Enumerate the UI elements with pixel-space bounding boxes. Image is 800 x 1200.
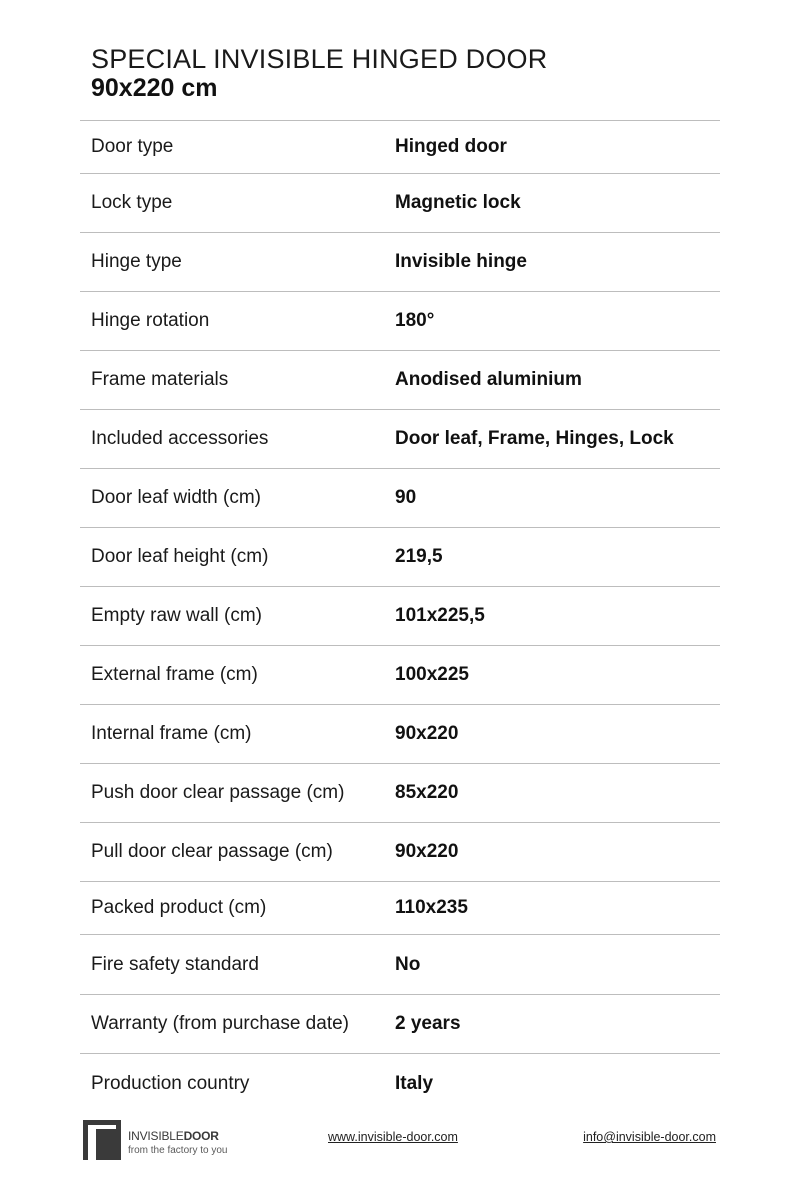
spec-label: Internal frame (cm) [91, 723, 252, 744]
spec-label: Packed product (cm) [91, 897, 267, 918]
spec-value: 85x220 [395, 782, 459, 803]
spec-value: 90 [395, 487, 417, 508]
spec-table [80, 120, 720, 1114]
spec-value: Invisible hinge [395, 251, 527, 272]
spec-row-packed-product [80, 882, 720, 935]
spec-label: Pull door clear passage (cm) [91, 841, 333, 862]
spec-row-production-country [80, 1054, 720, 1114]
logo-wordmark-bold: DOOR [183, 1129, 219, 1143]
spec-label: Production country [91, 1073, 250, 1094]
spec-label: Push door clear passage (cm) [91, 782, 345, 803]
spec-row-hinge-type [80, 233, 720, 292]
spec-row-door-type [80, 121, 720, 174]
spec-value: 110x235 [395, 897, 468, 918]
spec-row-fire-safety-standard [80, 935, 720, 995]
spec-label: Empty raw wall (cm) [91, 605, 263, 626]
spec-row-push-door-clear-passage [80, 764, 720, 823]
spec-row-door-leaf-width [80, 469, 720, 528]
spec-value: 180° [395, 310, 435, 331]
website-link[interactable]: www.invisible-door.com [328, 1130, 458, 1144]
spec-row-internal-frame [80, 705, 720, 764]
spec-row-pull-door-clear-passage [80, 823, 720, 882]
spec-value: 100x225 [395, 664, 469, 685]
spec-label: Warranty (from purchase date) [91, 1013, 349, 1034]
email-link[interactable]: info@invisible-door.com [583, 1130, 716, 1144]
spec-row-warranty [80, 995, 720, 1054]
logo-wordmark-light: INVISIBLE [128, 1129, 184, 1143]
spec-row-external-frame [80, 646, 720, 705]
spec-value: 90x220 [395, 841, 459, 862]
spec-row-lock-type [80, 174, 720, 233]
spec-label: Door type [91, 136, 174, 157]
spec-row-hinge-rotation [80, 292, 720, 351]
spec-label: Frame materials [91, 369, 229, 390]
brand-logo [83, 1120, 233, 1162]
spec-value: Hinged door [395, 136, 507, 157]
spec-row-frame-materials [80, 351, 720, 410]
spec-label: External frame (cm) [91, 664, 258, 685]
spec-label: Fire safety standard [91, 953, 259, 975]
spec-value: Italy [395, 1073, 434, 1094]
footer [80, 1116, 720, 1164]
spec-value: No [395, 953, 421, 975]
spec-row-included-accessories [80, 410, 720, 469]
spec-value: Door leaf, Frame, Hinges, Lock [395, 428, 674, 449]
spec-value: 2 years [395, 1013, 461, 1034]
spec-value: 101x225,5 [395, 605, 485, 626]
spec-label: Included accessories [91, 428, 269, 449]
logo-wordmark [128, 1129, 219, 1143]
spec-value: Anodised aluminium [395, 369, 582, 390]
spec-value: Magnetic lock [395, 192, 521, 213]
spec-row-door-leaf-height [80, 528, 720, 587]
spec-value: 219,5 [395, 546, 443, 567]
spec-value: 90x220 [395, 723, 459, 744]
door-logo-icon [83, 1120, 121, 1160]
door-size-subtitle: 90x220 cm [91, 74, 218, 102]
spec-label: Hinge rotation [91, 310, 210, 331]
logo-tagline: from the factory to you [128, 1145, 228, 1156]
spec-label: Door leaf width (cm) [91, 487, 261, 508]
spec-label: Lock type [91, 192, 173, 213]
spec-label: Door leaf height (cm) [91, 546, 269, 567]
spec-label: Hinge type [91, 251, 182, 272]
spec-row-empty-raw-wall [80, 587, 720, 646]
page-title: SPECIAL INVISIBLE HINGED DOOR [91, 44, 548, 74]
